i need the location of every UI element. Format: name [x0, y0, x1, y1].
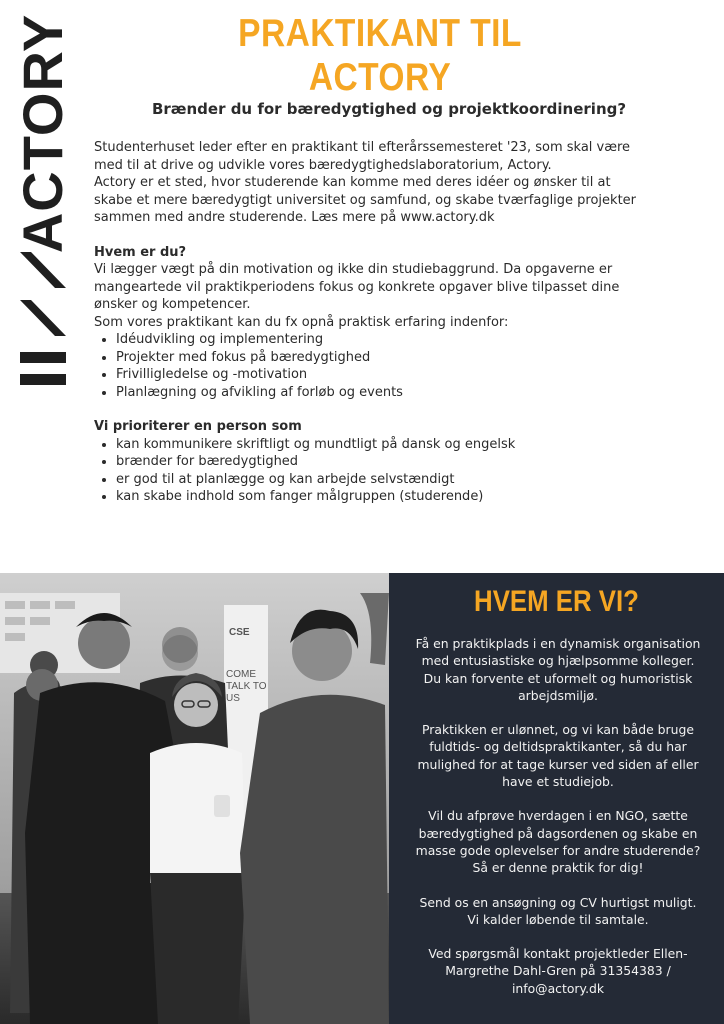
who-are-you-heading: Hvem er du?	[94, 244, 187, 260]
logo-text: ACTORY	[11, 13, 75, 253]
experience-list	[94, 331, 639, 401]
team-photo	[0, 573, 389, 1024]
logo-slashes-icon	[14, 252, 72, 397]
actory-logo	[11, 13, 75, 394]
list-item: • Planlægning og afvikling af forløb og events	[116, 384, 639, 402]
panel-body	[415, 635, 701, 1014]
list-item: • Idéudvikling og implementering	[116, 331, 639, 349]
intro-paragraph-2: Actory er et sted, hvor studerende kan komme med deres idéer og ønsker til at skabe et mere bæredygtigt universitet og samfund, og skabe tværfaglige projekter sammen med andre studerende. Læs mere på www.actory.dk	[94, 175, 637, 225]
panel-paragraph-2: Praktikken er ulønnet, og vi kan både bruge fuldtids- og deltidspraktikanter, så du har mulighed for at tage kurser ved siden af eller have et studiejob.	[417, 722, 699, 790]
who-are-you-paragraph-1: Vi lægger vægt på din motivation og ikke din studiebaggrund. Da opgaverne er mangeartede vil praktikperiodens fokus og konkrete opgaver blive tilpasset dine ønsker og kompetencer.	[94, 262, 620, 312]
banner-text: COME TALK TO US	[226, 669, 267, 704]
panel-title: HVEM ER VI?	[474, 585, 639, 618]
priorities-list	[94, 436, 639, 506]
page-title: PRAKTIKANT TIL ACTORY	[238, 12, 522, 99]
who-are-you-paragraph-2: Som vores praktikant kan du fx opnå praktisk erfaring indenfor:	[94, 314, 509, 330]
panel-paragraph-5: Ved spørgsmål kontakt projektleder Ellen-Margrethe Dahl-Gren på 31354383 / info@actory.dk	[428, 946, 688, 996]
logo-wordmark	[11, 13, 75, 253]
list-item: • kan kommunikere skriftligt og mundtligt på dansk og engelsk	[116, 436, 639, 454]
list-item: • er god til at planlægge og kan arbejde selvstændigt	[116, 471, 639, 489]
panel-paragraph-1: Få en praktikplads i en dynamisk organisation med entusiastiske og hjælpsomme kolleger. Du kan forvente et uformelt og humoristisk arbejdsmiljø.	[415, 636, 701, 703]
page-subtitle: Brænder du for bæredygtighed og projektkoordinering?	[151, 100, 627, 118]
panel-paragraph-3: Vil du afprøve hverdagen i en NGO, sætte bæredygtighed på dagsordenen og skabe en masse gode oplevelser for andre studerende? Så er denne praktik for dig!	[415, 808, 701, 876]
list-item: • Frivilligledelse og -motivation	[116, 366, 639, 384]
list-item: • brænder for bæredygtighed	[116, 453, 639, 471]
info-panel	[389, 573, 724, 1024]
intro-paragraph-1: Studenterhuset leder efter en praktikant til efterårssemesteret '23, som skal være med til at drive og udvikle vores bæredygtighedslaboratorium, Actory.	[94, 140, 631, 173]
list-item: • Projekter med fokus på bæredygtighed	[116, 349, 639, 367]
main-content	[94, 139, 639, 506]
banner-logo: CSE	[229, 627, 250, 638]
team-photo-illustration	[0, 573, 389, 1024]
list-item: • kan skabe indhold som fanger målgruppen (studerende)	[116, 488, 639, 506]
priorities-heading: Vi prioriterer en person som	[94, 419, 302, 434]
panel-paragraph-4: Send os en ansøgning og CV hurtigst muligt. Vi kalder løbende til samtale.	[419, 894, 697, 927]
